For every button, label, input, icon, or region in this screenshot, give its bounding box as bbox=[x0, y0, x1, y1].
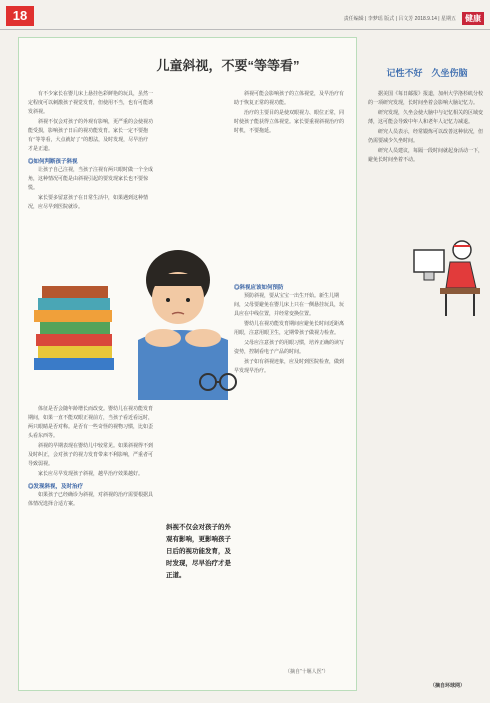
subhead-treat: ◎发现斜视，及时治疗 bbox=[28, 484, 84, 490]
subhead-how: ◎如何判断孩子斜视 bbox=[28, 159, 78, 165]
article-column-left-top bbox=[28, 90, 153, 240]
paragraph: 斜视的早期表现在婴幼儿中较常见。如果斜视得不到及时纠正，会对孩子的视力发育带来不利影响，严重者可导致弱视。 bbox=[28, 443, 153, 467]
article-title: 儿童斜视，不要“等等看” bbox=[156, 58, 300, 73]
paragraph: 孩子如有斜视迹象，应及时到医院检查，做到早发现早治疗。 bbox=[234, 359, 345, 374]
paragraph: 预防斜视，要从宝宝一出生开始。新生儿期间，父母要避免在婴儿床上只在一侧悬挂玩具，玩具应在中线位置，并经常变换位置。 bbox=[234, 293, 345, 317]
header-bar bbox=[40, 12, 486, 24]
paragraph: 家长要多留意孩子在日常生活中，如果遇到这种情况，应尽早到医院就诊。 bbox=[28, 195, 149, 210]
article-column-left-bottom bbox=[28, 405, 153, 683]
paragraph: 婴幼儿在视功能发育期间应避免长时间近距离用眼，注意用眼卫生，定期带孩子做视力检查。 bbox=[234, 321, 345, 336]
paragraph: 让孩子自己注视，当孩子注视有两只眼时做一个全成角，这种情况可能是由斜视引起的要发现家长也不要惊慌。 bbox=[28, 167, 153, 191]
paragraph: 斜视不仅会对孩子的外观有影响，更严重的会使视功能受损，影响孩子日后的视功能发育。家长一定不要抱有“等等看，大点就好了”的想法，及时发现，尽早治疗才是正道。 bbox=[28, 119, 153, 152]
article-source: （摘自“十堰人医”） bbox=[285, 669, 329, 675]
article-column-right-top bbox=[234, 90, 346, 280]
pull-quote: 斜视不仅会对孩子的外观有影响，更影响孩子日后的视功能发育，及时发现，尽早治疗才是正道。 bbox=[166, 524, 231, 579]
section-label: 健康 bbox=[462, 12, 484, 25]
paragraph: 研究人员建议，每隔一段时间就起身活动一下，避免长时间坐着不动。 bbox=[368, 148, 484, 163]
paragraph: 父母应注意孩子的用眼习惯，培养正确的读写姿势，控制看电子产品的时间。 bbox=[234, 340, 345, 355]
child-with-books-photo bbox=[28, 240, 238, 400]
paragraph: 研究发现，久坐会使大脑中与记忆相关的区域变薄，这可能会导致中年人和老年人记忆力减退。 bbox=[368, 110, 484, 125]
paragraph: 治疗的主要目的是使双眼视力、眼位正常，同时使孩子能获得立体视觉。家长要重视斜视治疗的时机，不要拖延。 bbox=[234, 110, 345, 134]
paragraph: 研究人员表示，经常锻炼可以改善这种状况，但仍需要减少久坐时间。 bbox=[368, 129, 484, 144]
computer-user-cartoon bbox=[410, 228, 486, 320]
sidebar-column bbox=[368, 90, 486, 680]
paragraph: 据美国《每日邮报》报道，加州大学洛杉矶分校的一项研究发现，长时间坐着会影响大脑记忆力。 bbox=[368, 91, 484, 106]
paragraph: 家长应尽早发现孩子斜视，越早治疗效果越好。 bbox=[38, 471, 144, 477]
paragraph: 体征是否会随年龄增长而改变。婴幼儿在视功能发育期间，如果一直不能双眼正视前方，当孩子看近看远时，两只眼睛是否对称。是否有一些奇怪的视物习惯，比如歪头看东西等。 bbox=[28, 406, 153, 439]
header-info: 责任编辑 | 李梦瑶 版式 | 吕文芳 2018.9.14 | 星期五 bbox=[343, 16, 456, 22]
header-rule bbox=[0, 29, 490, 30]
page-number: 18 bbox=[6, 6, 34, 26]
paragraph: 斜视可能会影响孩子的立体视觉，及早治疗有助于恢复正常的视功能。 bbox=[234, 91, 345, 106]
book-stack bbox=[34, 286, 114, 370]
sidebar-source: （摘自环球网） bbox=[430, 683, 466, 689]
paragraph: 有不少家长在婴儿床上悬挂色彩鲜艳的玩具，虽然一定程度可以刺激孩子视觉发育，但使用不当，也有可能诱发斜视。 bbox=[28, 91, 153, 115]
article-column-right-bottom bbox=[234, 280, 346, 688]
paragraph: 如果孩子已经确诊为斜视，对斜视的治疗需要根据具体情况选择合适方案。 bbox=[28, 492, 153, 507]
sidebar-title: 记性不好 久坐伤脑 bbox=[386, 68, 468, 78]
subhead-prevent: ◎斜视应该如何预防 bbox=[234, 285, 284, 291]
